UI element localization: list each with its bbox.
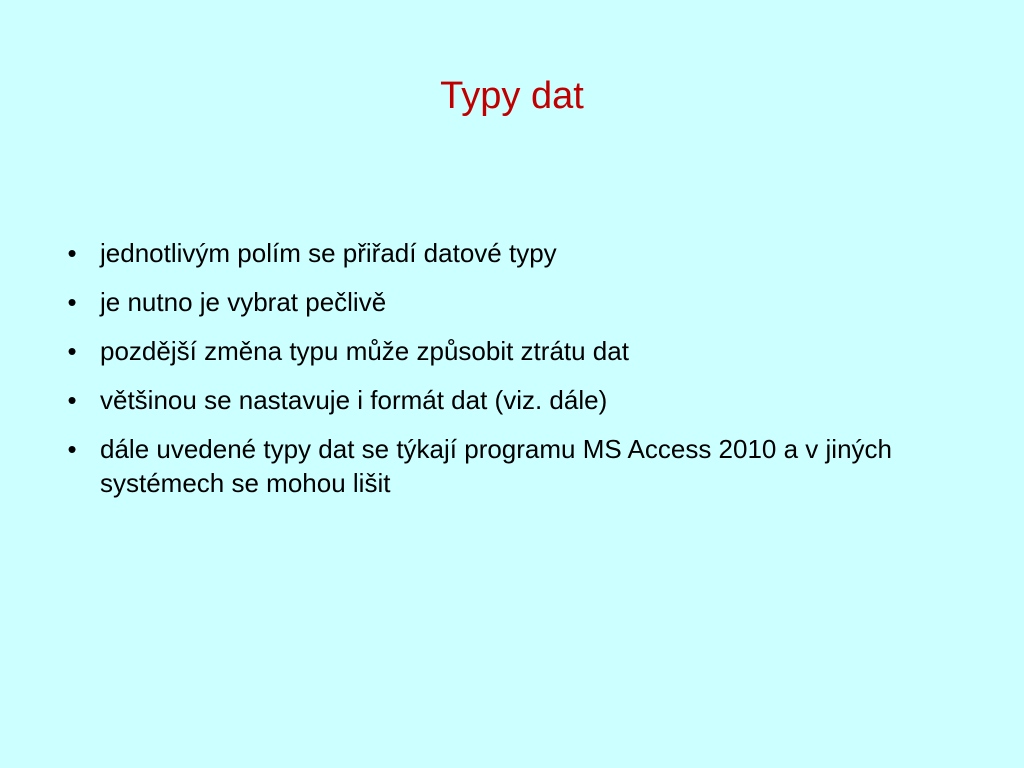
bullet-text: jednotlivým polím se přiřadí datové typy: [100, 238, 557, 268]
bullet-text: dále uvedené typy dat se týkají programu MS Access 2010 a v jiných systémech se mohou lišit: [100, 434, 892, 498]
bullet-icon: •: [67, 385, 77, 415]
list-item: [56, 236, 976, 270]
list-item: [56, 285, 976, 319]
list-item: [56, 432, 976, 500]
bullet-icon: •: [67, 336, 77, 366]
slide-title: Typy dat: [440, 75, 584, 117]
list-item: [56, 334, 976, 368]
bullet-icon: •: [67, 238, 77, 268]
bullet-icon: •: [67, 434, 77, 464]
bullet-list: [56, 236, 976, 515]
list-item: [56, 383, 976, 417]
bullet-text: je nutno je vybrat pečlivě: [100, 287, 387, 317]
bullet-text: pozdější změna typu může způsobit ztrátu dat: [100, 336, 629, 366]
bullet-text: většinou se nastavuje i formát dat (viz. dále): [100, 385, 608, 415]
bullet-icon: •: [67, 287, 77, 317]
